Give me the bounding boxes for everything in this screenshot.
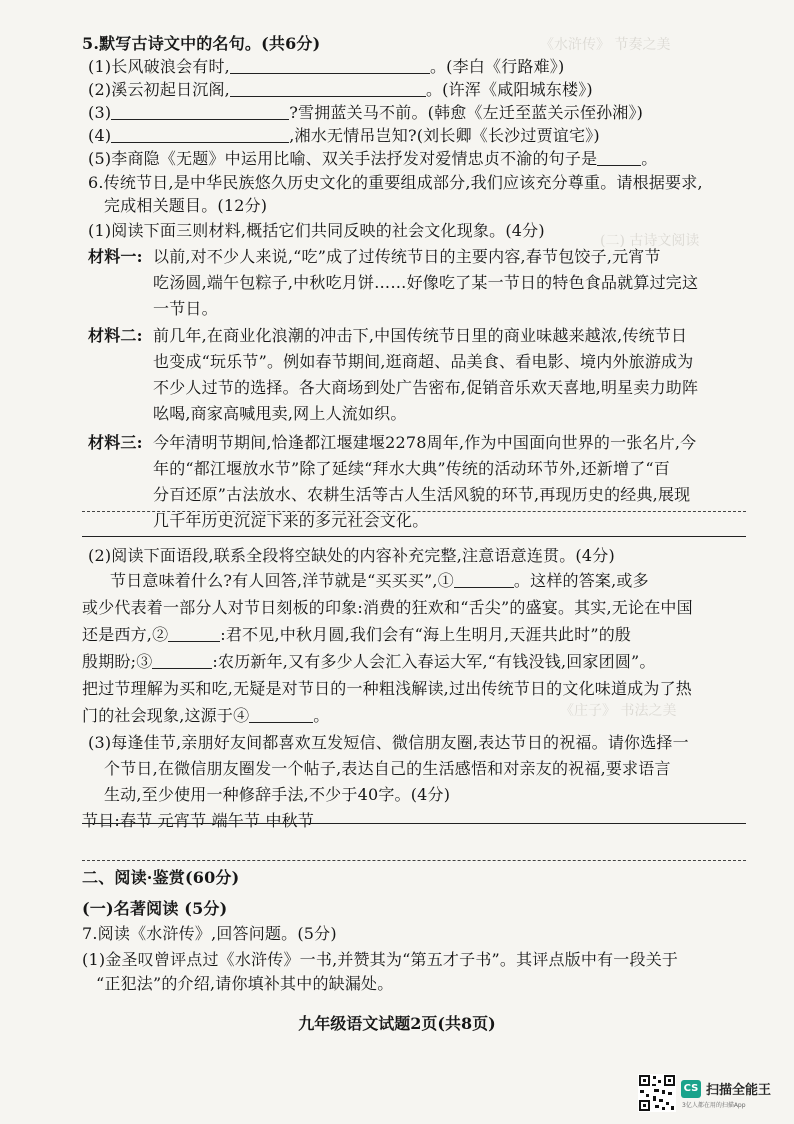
blank-2[interactable] (168, 625, 220, 642)
answer-line[interactable] (82, 511, 746, 512)
material-1-line: 以前,对不少人来说,“吃”成了过传统节日的主要内容,春节包饺子,元宵节 (153, 247, 661, 266)
q5-item-3-blank[interactable] (111, 103, 289, 120)
q6-part-3-line: 个节日,在微信朋友圈发一个帖子,表达自己的生活感悟和对亲友的祝福,要求语言 (104, 759, 671, 778)
answer-line[interactable] (82, 823, 746, 824)
answer-line[interactable] (82, 536, 746, 537)
q6-part-2-prompt: (2)阅读下面语段,联系全段将空缺处的内容补充完整,注意语意连贯。(4分) (88, 546, 615, 565)
q6-part-3-line: (3)每逢佳节,亲朋好友间都喜欢互发短信、微信朋友圈,表达节日的祝福。请你选择一 (88, 733, 689, 752)
material-2-label: 材料二: (88, 326, 143, 345)
passage-text: 门的社会现象,这源于④ (82, 706, 250, 725)
passage-text: 。这样的答案,或多 (513, 571, 649, 590)
subsection-title: (一)名著阅读 (5分) (82, 899, 228, 918)
q5-item-4-suffix: ,湘水无情吊岂知?(刘长卿《长沙过贾谊宅》) (289, 126, 600, 145)
q5-item-1-blank[interactable] (230, 57, 430, 74)
q5-item-1-prefix: (1)长风破浪会有时, (88, 57, 230, 76)
material-1-line: 一节日。 (153, 299, 218, 318)
passage-line (110, 570, 649, 592)
blank-4[interactable] (249, 706, 313, 723)
section-2-title: 二、阅读·鉴赏(60分) (82, 868, 240, 887)
material-1-line: 吃汤圆,端午包粽子,中秋吃月饼……好像吃了某一节日的特色食品就算过完这 (153, 273, 699, 292)
festival-options: 节日:春节 元宵节 端午节 中秋节 (82, 811, 315, 830)
material-3-line: 几千年历史沉淀下来的多元社会文化。 (153, 511, 429, 530)
passage-line (82, 651, 656, 673)
q5-title: 5.默写古诗文中的名句。(共6分) (82, 34, 321, 53)
scanner-app-name: 扫描全能王 (706, 1083, 772, 1098)
q7-part-1-line: (1)金圣叹曾评点过《水浒传》一书,并赞其为“第五才子书”。其评点版中有一段关于 (82, 950, 679, 969)
material-3-line: 分百还原”古法放水、农耕生活等古人生活风貌的环节,再现历史的经典,展现 (153, 485, 691, 504)
blank-3[interactable] (152, 652, 212, 669)
q6-part-3-line: 生动,至少使用一种修辞手法,不少于40字。(4分) (104, 785, 451, 804)
passage-text: 殷期盼;③ (82, 652, 153, 671)
material-1-label: 材料一: (88, 247, 143, 266)
material-2-line: 吆喝,商家高喊甩卖,网上人流如织。 (153, 404, 407, 423)
q6-title-line-2: 完成相关题目。(12分) (104, 196, 268, 215)
passage-text: :君不见,中秋月圆,我们会有“海上生明月,天涯共此时”的殷 (220, 625, 632, 644)
material-3-label: 材料三: (88, 433, 143, 452)
material-2-line: 不少人过节的选择。各大商场到处广告密布,促销音乐欢天喜地,明星卖力助阵 (153, 378, 699, 397)
q5-item-5-blank[interactable] (597, 149, 641, 166)
bleed-through-text: 《庄子》 书法之美 (560, 703, 677, 719)
answer-line[interactable] (82, 860, 746, 861)
material-2-line: 前几年,在商业化浪潮的冲击下,中国传统节日里的商业味越来越浓,传统节日 (153, 326, 688, 345)
q7-title: 7.阅读《水浒传》,回答问题。(5分) (82, 924, 337, 943)
q5-item-2 (88, 79, 593, 101)
q5-item-4 (88, 125, 600, 147)
q5-item-3 (88, 102, 643, 124)
q5-item-5 (88, 148, 657, 170)
q5-item-3-suffix: ?雪拥蓝关马不前。(韩愈《左迁至蓝关示侄孙湘》) (289, 103, 644, 122)
q5-item-5-suffix: 。 (641, 149, 658, 168)
passage-line: 把过节理解为买和吃,无疑是对节日的一种粗浅解读,过出传统节日的文化味道成为了热 (82, 679, 692, 698)
q5-item-2-suffix: 。(许浑《咸阳城东楼》) (425, 80, 593, 99)
passage-text: 还是西方,② (82, 625, 169, 644)
passage-text: :农历新年,又有多少人会汇入春运大军,“有钱没钱,回家团圆”。 (212, 652, 656, 671)
blank-1[interactable] (454, 571, 514, 588)
q5-item-2-prefix: (2)溪云初起日沉阁, (88, 80, 230, 99)
material-3-line: 今年清明节期间,恰逢都江堰建堰2278周年,作为中国面向世界的一张名片,今 (153, 433, 697, 452)
material-2-line: 也变成“玩乐节”。例如春节期间,逛商超、品美食、看电影、境内外旅游成为 (153, 352, 694, 371)
material-3-line: 年的“都江堰放水节”除了延续“拜水大典”传统的活动环节外,还新增了“百 (153, 459, 670, 478)
camscanner-logo-icon: CS (681, 1080, 701, 1098)
q5-item-5-prefix: (5)李商隐《无题》中运用比喻、双关手法抒发对爱情忠贞不渝的句子是 (88, 149, 598, 168)
q5-item-4-prefix: (4) (88, 126, 112, 145)
q5-item-2-blank[interactable] (230, 80, 426, 97)
passage-text: 。 (313, 706, 330, 725)
q5-item-1-suffix: 。(李白《行路难》) (429, 57, 565, 76)
q5-item-3-prefix: (3) (88, 103, 112, 122)
passage-line: 或少代表着一部分人对节日刻板的印象:消费的狂欢和“舌尖”的盛宴。其实,无论在中国 (82, 598, 693, 617)
q6-title-line-1: 6.传统节日,是中华民族悠久历史文化的重要组成部分,我们应该充分尊重。请根据要求, (88, 173, 703, 192)
q7-part-1-line: “正犯法”的介绍,请你填补其中的缺漏处。 (96, 974, 394, 993)
passage-text: 节日意味着什么?有人回答,洋节就是“买买买”,① (110, 571, 454, 590)
bleed-through-text: 《水浒传》 节奏之美 (540, 37, 671, 53)
scanner-tagline: 3亿人都在用的扫描App (682, 1102, 746, 1109)
q5-item-4-blank[interactable] (111, 126, 289, 143)
q6-part-1-prompt: (1)阅读下面三则材料,概括它们共同反映的社会文化现象。(4分) (88, 221, 545, 240)
page-footer: 九年级语文试题2页(共8页) (298, 1014, 496, 1033)
bleed-through-text: (二) 古诗文阅读 (600, 233, 700, 249)
q5-item-1 (88, 56, 564, 78)
qr-code-icon (638, 1074, 676, 1112)
passage-line (82, 705, 330, 727)
passage-line (82, 624, 631, 646)
